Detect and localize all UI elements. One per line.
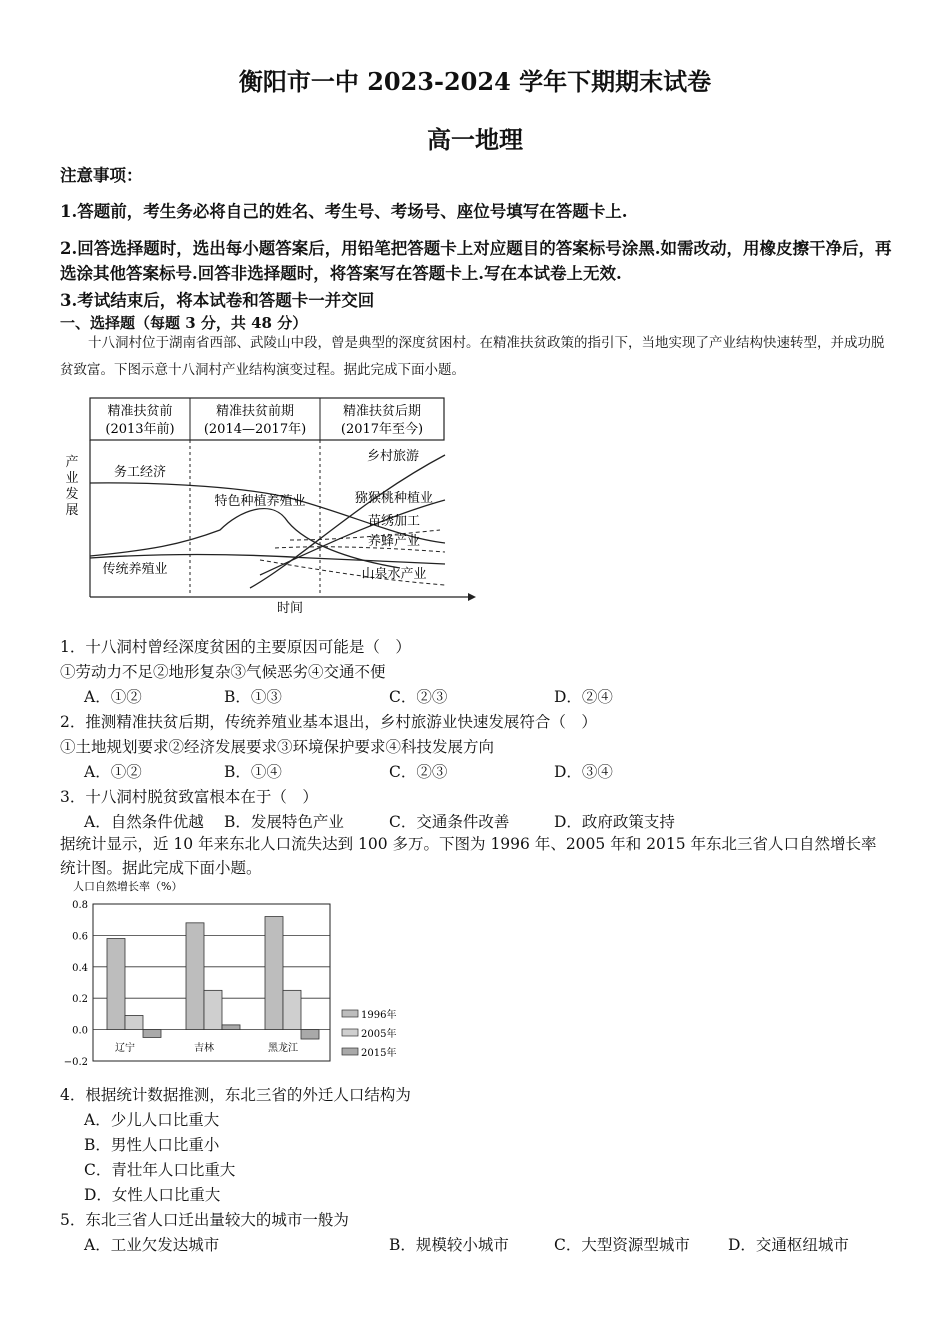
legend-swatch xyxy=(342,1010,358,1017)
label-embroidery: 苗绣加工 xyxy=(367,514,421,529)
q5-stem: 5．东北三省人口迁出量较大的城市一般为 xyxy=(60,1211,349,1229)
label-spring-water: 山泉水产业 xyxy=(361,567,427,582)
bar-2015年-辽宁 xyxy=(143,1030,161,1038)
legend-swatch xyxy=(342,1029,358,1036)
legend-label: 2015年 xyxy=(361,1048,397,1059)
legend-label: 2005年 xyxy=(361,1029,397,1040)
note-3: 3.考试结束后，将本试卷和答题卡一并交回 xyxy=(60,291,375,310)
category-label: 辽宁 xyxy=(115,1043,135,1054)
industry-evolution-diagram xyxy=(60,390,480,620)
bar-1996年-吉林 xyxy=(186,923,204,1030)
exam-title: 衡阳市一中 2023-2024 学年下期期末试卷 xyxy=(238,67,712,96)
bar-1996年-辽宁 xyxy=(107,939,125,1030)
q5-option-d[interactable]: D．交通枢纽城市 xyxy=(728,1236,849,1254)
q3-option-c[interactable]: C．交通条件改善 xyxy=(389,813,510,831)
notes-heading: 注意事项： xyxy=(60,166,143,185)
label-traditional-farming: 传统养殖业 xyxy=(102,562,168,577)
y-tick-label: 0.8 xyxy=(72,900,88,911)
label-specialty-farming: 特色种植养殖业 xyxy=(214,494,306,509)
q1-option-c[interactable]: C．②③ xyxy=(389,688,448,706)
q2-option-d[interactable]: D．③④ xyxy=(554,763,613,781)
note-2: 2.回答选择题时，选出每小题答案后，用铅笔把答题卡上对应题目的答案标号涂黑.如需改动，用橡皮擦干净后，再选涂其他答案标号.回答非选择题时，将答案写在答题卡上.写在本试卷上无效. xyxy=(60,239,892,283)
section-heading: 一、选择题（每题 3 分，共 48 分） xyxy=(60,314,308,332)
q2-option-c[interactable]: C．②③ xyxy=(389,763,448,781)
x-axis-arrow xyxy=(468,593,476,601)
y-label-char: 业 xyxy=(65,471,79,486)
bar-2015年-吉林 xyxy=(222,1025,240,1030)
q5-option-a[interactable]: A．工业欠发达城市 xyxy=(84,1236,220,1254)
q4-option-c[interactable]: C．青壮年人口比重大 xyxy=(84,1161,236,1179)
period-1-years: (2013年前) xyxy=(105,422,175,437)
bar-2005年-吉林 xyxy=(204,990,222,1029)
subject-title: 高一地理 xyxy=(427,125,523,154)
category-label: 黑龙江 xyxy=(268,1043,298,1054)
q1-option-a[interactable]: A．①② xyxy=(84,688,142,706)
y-label-char: 产 xyxy=(65,455,79,470)
label-beekeeping: 养蜂产业 xyxy=(367,534,421,549)
category-label: 吉林 xyxy=(194,1043,214,1054)
y-label-char: 展 xyxy=(65,503,79,518)
label-kiwi-farming: 猕猴桃种植业 xyxy=(354,491,434,506)
y-label-char: 发 xyxy=(65,487,79,502)
q1-option-d[interactable]: D．②④ xyxy=(554,688,613,706)
q3-option-b[interactable]: B．发展特色产业 xyxy=(224,813,344,831)
period-2-years: (2014—2017年) xyxy=(203,422,307,437)
period-3-years: (2017年至今) xyxy=(340,422,424,437)
period-1-name: 精准扶贫前 xyxy=(107,404,173,419)
q1-option-b[interactable]: B．①③ xyxy=(224,688,282,706)
y-tick-label: 0.0 xyxy=(72,1025,88,1037)
q3-option-d[interactable]: D．政府政策支持 xyxy=(554,813,675,831)
period-3-name: 精准扶贫后期 xyxy=(342,404,422,419)
y-tick-label: 0.2 xyxy=(72,994,88,1006)
note-1: 1.答题前，考生务必将自己的姓名、考生号、考场号、座位号填写在答题卡上. xyxy=(60,202,628,221)
q2-option-a[interactable]: A．①② xyxy=(84,763,142,781)
bar-2005年-黑龙江 xyxy=(283,990,301,1029)
legend-swatch xyxy=(342,1048,358,1055)
chart-title: 人口自然增长率（%） xyxy=(73,880,183,893)
bar-2005年-辽宁 xyxy=(125,1015,143,1029)
q1-stem: 1．十八洞村曾经深度贫困的主要原因可能是（ ） xyxy=(60,638,411,656)
q4-option-d[interactable]: D．女性人口比重大 xyxy=(84,1186,221,1204)
bar-1996年-黑龙江 xyxy=(265,917,283,1030)
q5-option-b[interactable]: B．规模较小城市 xyxy=(389,1236,509,1254)
q2-stem: 2．推测精准扶贫后期，传统养殖业基本退出，乡村旅游业快速发展符合（ ） xyxy=(60,713,597,731)
passage-1: 十八洞村位于湖南省西部、武陵山中段，曾是典型的深度贫困村。在精准扶贫政策的指引下，当地实现了产业结构快速转型，并成功脱贫致富。下图示意十八洞村产业结构演变过程。据此完成下面小题。 xyxy=(60,335,885,378)
q1-items: ①劳动力不足②地形复杂③气候恶劣④交通不便 xyxy=(60,663,386,681)
plot-frame xyxy=(93,904,330,1061)
y-tick-label: 0.6 xyxy=(72,931,88,943)
legend-label: 1996年 xyxy=(361,1010,397,1021)
passage-2: 据统计显示，近 10 年来东北人口流失达到 100 多万。下图为 1996 年、2005 年和 2015 年东北三省人口自然增长率统计图。据此完成下面小题。 xyxy=(60,835,877,877)
y-tick-label: 0.4 xyxy=(72,962,88,974)
q2-option-b[interactable]: B．①④ xyxy=(224,763,282,781)
period-2-name: 精准扶贫前期 xyxy=(215,404,295,419)
q4-option-a[interactable]: A．少儿人口比重大 xyxy=(84,1111,220,1129)
q5-option-c[interactable]: C．大型资源型城市 xyxy=(554,1236,690,1254)
label-migrant-work: 务工经济 xyxy=(113,465,167,480)
q4-option-b[interactable]: B．男性人口比重小 xyxy=(84,1136,220,1154)
q2-items: ①土地规划要求②经济发展要求③环境保护要求④科技发展方向 xyxy=(60,738,495,756)
q4-stem: 4．根据统计数据推测，东北三省的外迁人口结构为 xyxy=(60,1086,411,1104)
label-rural-tourism: 乡村旅游 xyxy=(366,449,420,464)
q3-stem: 3．十八洞村脱贫致富根本在于（ ） xyxy=(60,788,318,806)
bar-2015年-黑龙江 xyxy=(301,1030,319,1039)
y-tick-label: −0.2 xyxy=(63,1057,88,1068)
q3-option-a[interactable]: A．自然条件优越 xyxy=(84,813,204,831)
x-label: 时间 xyxy=(276,601,304,616)
population-growth-chart xyxy=(55,876,415,1071)
